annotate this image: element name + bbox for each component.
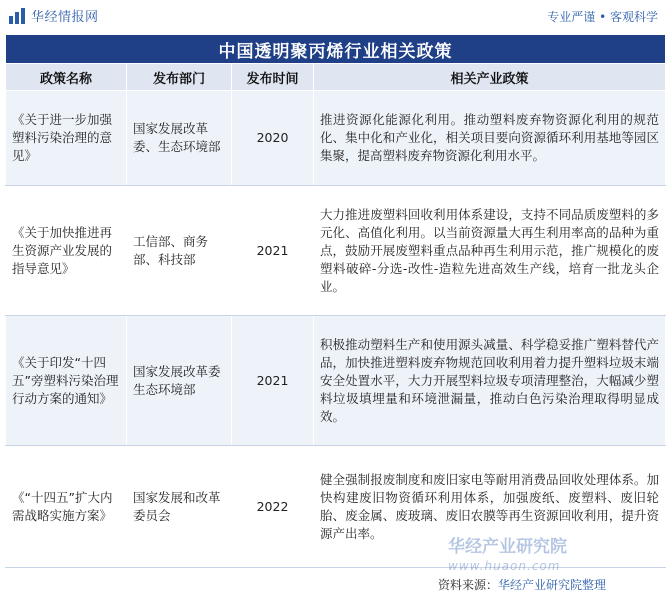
column-header-department: 发布部门	[127, 64, 232, 91]
top-bar	[0, 0, 670, 32]
source-note	[438, 576, 606, 593]
policy-table	[5, 34, 666, 568]
policy-content-cell: 健全强制报废制度和废旧家电等耐用消费品回收处理体系。加快构建废旧物资循环利用体系，加强废纸、废塑料、废旧轮胎、废金属、废玻璃、废旧农膜等再生资源回收利用，提升资源产出率。	[314, 446, 666, 568]
table-row	[6, 316, 666, 446]
policy-content-cell: 推进资源化能源化利用。推动塑料废弃物资源化利用的规范化、集中化和产业化，相关项目要向资源循环利用基地等园区集聚，提高塑料废弃物资源化利用水平。	[314, 91, 666, 186]
brand-logo[interactable]	[8, 6, 99, 25]
table-row	[6, 186, 666, 316]
year-cell: 2022	[232, 446, 314, 568]
policy-name-cell: 《关于进一步加强塑料污染治理的意见》	[6, 91, 127, 186]
department-cell: 国家发展改革委 生态环境部	[127, 316, 232, 446]
table-title-row	[6, 35, 666, 64]
year-cell: 2021	[232, 186, 314, 316]
table-row	[6, 446, 666, 568]
year-cell: 2020	[232, 91, 314, 186]
department-cell: 国家发展和改革委员会	[127, 446, 232, 568]
policy-content-cell: 积极推动塑料生产和使用源头减量、科学稳妥推广塑料替代产品，加快推进塑料废弃物规范回收利用着力提升塑料垃圾末端安全处置水平，大力开展型料垃圾专项清理整治，大幅减少塑料垃圾填埋量和环境泄漏量，推动白色污染治理取得明显成效。	[314, 316, 666, 446]
policy-name-cell: 《“十四五”扩大内需战略实施方案》	[6, 446, 127, 568]
column-header-policy-content: 相关产业政策	[314, 64, 666, 91]
policy-content-cell: 大力推进废塑料回收利用体系建设，支持不同品质废塑料的多元化、高值化利用。以当前资源量大再生利用率高的品种为重点，鼓励开展废塑料重点品种再生利用示范，推广规模化的废塑料破碎-分选-改性-造粒先进高效生产线，培育一批龙头企业。	[314, 186, 666, 316]
logo-text: 华经情报网	[31, 10, 99, 25]
watermark-en: www.huaon.com	[448, 559, 561, 573]
table-header-row	[6, 64, 666, 91]
source-label: 资料来源：	[438, 578, 499, 592]
column-header-date: 发布时间	[232, 64, 314, 91]
policy-name-cell: 《关于加快推进再生资源产业发展的指导意见》	[6, 186, 127, 316]
watermark-cn: 华经产业研究院	[448, 537, 567, 557]
table-row	[6, 91, 666, 186]
tagline: 专业严谨 • 客观科学	[547, 10, 658, 24]
source-value: 华经产业研究院整理	[498, 578, 607, 592]
department-cell: 国家发展改革委、生态环境部	[127, 91, 232, 186]
logo-icon	[8, 7, 26, 25]
department-cell: 工信部、商务部、科技部	[127, 186, 232, 316]
year-cell: 2021	[232, 316, 314, 446]
column-header-policy-name: 政策名称	[6, 64, 127, 91]
table-title: 中国透明聚丙烯行业相关政策	[6, 35, 666, 64]
policy-table-container	[5, 34, 665, 568]
policy-name-cell: 《关于印发“十四五”旁塑料污染治理行动方案的通知》	[6, 316, 127, 446]
